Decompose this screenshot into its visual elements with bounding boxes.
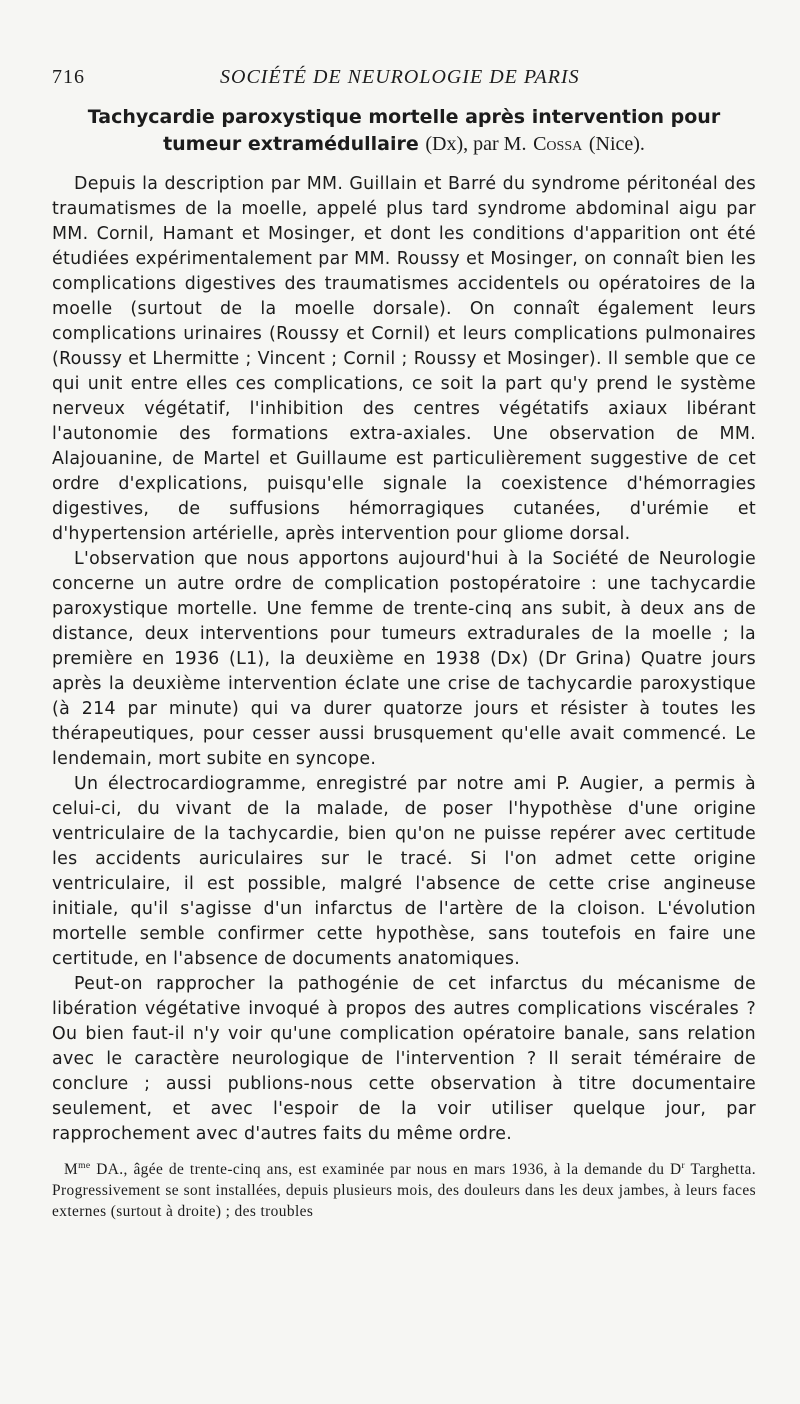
author-city: (Nice). xyxy=(588,133,645,155)
paragraph: Un électrocardiogramme, enregistré par notre ami P. Augier, a permis à celui-ci, du vivant de la malade, de poser l'hypothèse d'une origine ventriculaire de la tachycardie, bien qu'on ne puisse repérer avec certitude les accidents auriculaires sur le tracé. Si l'on admet cette origine ventriculaire, il est possible, malgré l'absence de cette crise angineuse initiale, qu'il s'agisse d'un infarctus de l'artère de la cloison. L'évolution mortelle semble confirmer cette hypothèse, sans toutefois en faire une certitude, en l'absence de documents anatomiques. xyxy=(52,774,756,969)
case-text-part1: DA., âgée de trente-cinq ans, est examinée par nous en mars 1936, à la demande du D xyxy=(90,1161,682,1178)
paragraph: Peut-on rapprocher la pathogénie de cet infarctus du mécanisme de libération végétative invoqué à propos des autres complications viscérales ? Ou bien faut-il n'y voir qu'une complication opératoire banale, sans relation avec le caractère neurologique de l'intervention ? Il serait téméraire de conclure ; aussi publions-nous cette observation à titre documentaire seulement, et avec l'espoir de la voir utiliser quelque jour, par rapprochement avec d'autres faits du même ordre. xyxy=(52,974,756,1144)
journal-name: SOCIÉTÉ DE NEUROLOGIE DE PARIS xyxy=(220,66,580,88)
doctor-superscript: r xyxy=(681,1159,686,1171)
page-number: 716 xyxy=(52,66,85,88)
running-head xyxy=(52,60,756,94)
paragraph: Depuis la description par MM. Guillain et Barré du syndrome péritonéal des traumatismes de la moelle, appelé plus tard syndrome abdominal aigu par MM. Cornil, Hamant et Mosinger, et dont les conditions d'apparition ont été étudiées expérimentalement par MM. Roussy et Mosinger, on connaît bien les complications digestives des traumatismes accidentels ou opératoires de la moelle (surtout de la moelle dorsale). On connaît également leurs complications urinaires (Roussy et Cornil) et leurs complications pulmonaires (Roussy et Lhermitte ; Vincent ; Cornil ; Roussy et Mosinger). Il semble que ce qui unit entre elles ces complications, ce soit la part qu'y prend le système nerveux végétatif, l'inhibition des centres végétatifs axiaux libérant l'autonomie des formations extra-axiales. Une observation de MM. Alajouanine, de Martel et Guillaume est particulièrement suggestive de cet ordre d'explications, puisqu'elle signale la coexistence d'hémorragies digestives, de suffusions hémorragiques cutanées, d'urémie et d'hypertension artérielle, après intervention pour gliome dorsal. xyxy=(52,174,756,544)
article-title xyxy=(52,104,756,158)
title-main: Tachycardie paroxystique mortelle après intervention pour tumeur extramédullaire xyxy=(87,106,721,155)
paragraph: L'observation que nous apportons aujourd'hui à la Société de Neurologie concerne un autre ordre de complication postopératoire : une tachycardie paroxystique mortelle. Une femme de trente-cinq ans subit, à deux ans de distance, deux interventions pour tumeurs extradurales de la moelle ; la première en 1936 (L1), la deuxième en 1938 (Dx) (Dr Grina) Quatre jours après la deuxième intervention éclate une crise de tachycardie paroxystique (à 214 par minute) qui va durer quatorze jours et résister à toutes les thérapeutiques, pour cesser aussi brusquement qu'elle avait commencé. Le lendemain, mort subite en syncope. xyxy=(52,549,756,769)
title-region: (Dx), par M. xyxy=(425,133,527,155)
author-name: Cossa xyxy=(533,133,583,155)
case-report xyxy=(52,1159,756,1222)
journal-page xyxy=(52,60,756,1222)
case-prefix-superscript: me xyxy=(78,1159,91,1171)
case-prefix: M xyxy=(64,1161,79,1178)
article-body xyxy=(52,172,756,1147)
case-text-part2: Targhetta. Progressivement se sont installées, depuis plusieurs mois, des douleurs dans les deux jambes, à leurs faces externes (surtout à droite) ; des troubles xyxy=(52,1161,756,1220)
